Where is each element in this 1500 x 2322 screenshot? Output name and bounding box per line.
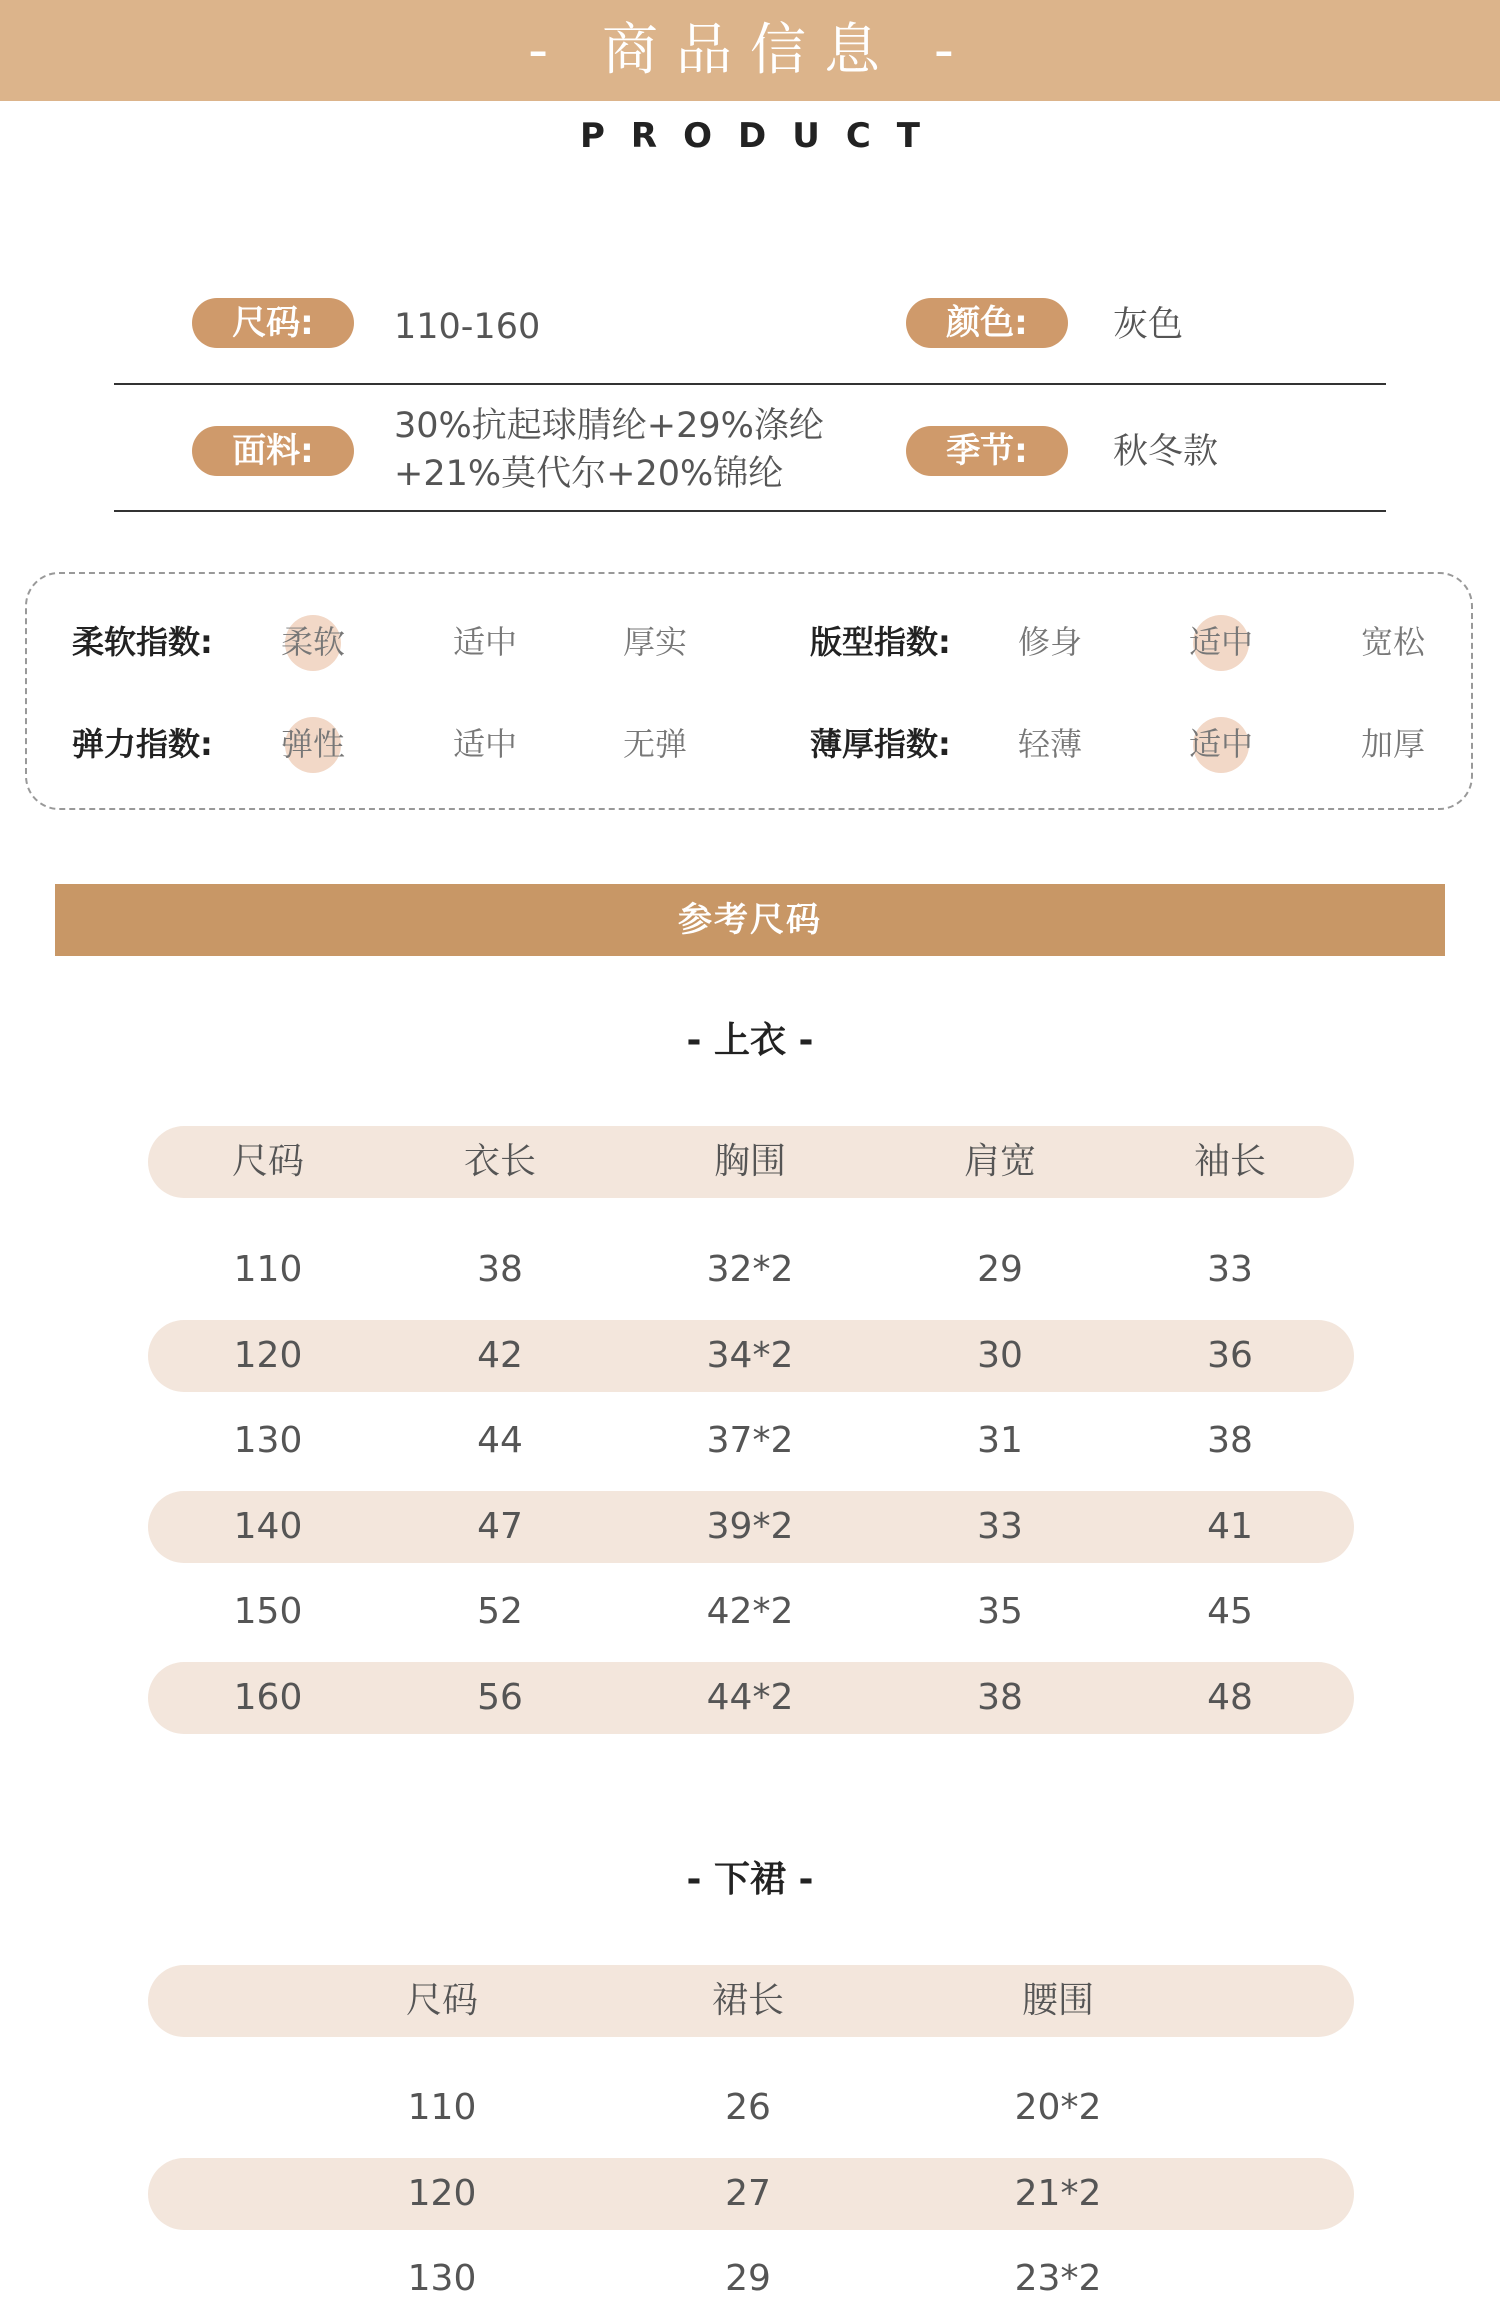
table-cell: 120	[233, 1334, 303, 1376]
table-cell: 150	[233, 1591, 303, 1632]
table-cell: 130	[407, 2258, 477, 2299]
table-cell: 33	[977, 1505, 1023, 1547]
table-header-cell: 肩宽	[963, 1141, 1036, 1182]
table-cell: 29	[725, 2258, 771, 2299]
color-value: 灰色	[1113, 305, 1184, 345]
table-cell: 44*2	[706, 1676, 794, 1718]
divider	[114, 383, 1386, 385]
fit-option: 修身	[1017, 623, 1082, 661]
table-header-cell: 胸围	[713, 1141, 786, 1182]
page-title: - 商品信息 -	[527, 18, 972, 83]
table-cell: 42	[477, 1334, 523, 1376]
table-cell: 42*2	[706, 1591, 794, 1632]
size-label: 尺码:	[192, 298, 354, 348]
table-cell: 130	[233, 1420, 303, 1461]
table-cell: 140	[233, 1505, 303, 1547]
softness-option: 柔软	[280, 623, 345, 661]
elastic-label: 弹力指数:	[72, 725, 213, 763]
softness-option: 适中	[452, 623, 517, 661]
table-header-cell: 衣长	[463, 1141, 536, 1182]
reference-title: 参考尺码	[678, 900, 822, 940]
table-cell: 39*2	[706, 1505, 794, 1547]
table-cell: 30	[977, 1334, 1023, 1376]
table-cell: 32*2	[706, 1249, 794, 1290]
thickness-option: 轻薄	[1017, 725, 1082, 763]
table-cell: 29	[977, 1249, 1023, 1290]
table-header-cell: 袖长	[1193, 1141, 1266, 1182]
size-value: 110-160	[394, 307, 541, 347]
table-header-cell: 裙长	[711, 1980, 784, 2021]
index-panel	[25, 572, 1473, 810]
table-cell: 33	[1207, 1249, 1253, 1290]
season-value: 秋冬款	[1113, 432, 1219, 472]
elastic-option: 无弹	[622, 725, 687, 763]
fabric-value-line2: +21%莫代尔+20%锦纶	[394, 454, 784, 494]
table-header-cell: 尺码	[231, 1141, 304, 1182]
table-cell: 35	[977, 1591, 1023, 1632]
elastic-option: 弹性	[280, 725, 345, 763]
top-table-title: - 上衣 -	[686, 1020, 814, 1061]
page-subtitle: PRODUCT	[580, 116, 946, 156]
divider	[114, 510, 1386, 512]
table-cell: 31	[977, 1420, 1023, 1461]
table-cell: 26	[725, 2087, 771, 2128]
bottom-table-title: - 下裙 -	[686, 1859, 814, 1900]
elastic-option: 适中	[452, 725, 517, 763]
table-cell: 120	[407, 2172, 477, 2214]
table-cell: 160	[233, 1676, 303, 1718]
fit-label: 版型指数:	[810, 623, 951, 661]
thickness-option: 加厚	[1360, 725, 1425, 763]
table-cell: 41	[1207, 1505, 1253, 1547]
table-cell: 21*2	[1014, 2172, 1102, 2214]
thickness-option: 适中	[1188, 725, 1253, 763]
table-cell: 45	[1207, 1591, 1253, 1632]
table-cell: 20*2	[1014, 2087, 1102, 2128]
softness-option: 厚实	[622, 623, 687, 661]
table-header-cell: 腰围	[1021, 1980, 1094, 2021]
table-cell: 37*2	[706, 1420, 794, 1461]
table-cell: 52	[477, 1591, 523, 1632]
table-cell: 110	[407, 2087, 477, 2128]
table-header-cell: 尺码	[405, 1980, 478, 2021]
table-cell: 27	[725, 2172, 771, 2214]
table-cell: 44	[477, 1420, 523, 1461]
table-cell: 34*2	[706, 1334, 794, 1376]
fabric-value-line1: 30%抗起球腈纶+29%涤纶	[394, 406, 824, 446]
color-label: 颜色:	[906, 298, 1068, 348]
fit-option: 适中	[1188, 623, 1253, 661]
table-cell: 47	[477, 1505, 523, 1547]
table-cell: 38	[1207, 1420, 1253, 1461]
table-cell: 56	[477, 1676, 523, 1718]
softness-label: 柔软指数:	[72, 623, 213, 661]
table-cell: 38	[477, 1249, 523, 1290]
table-cell: 110	[233, 1249, 303, 1290]
season-label: 季节:	[906, 426, 1068, 476]
table-cell: 38	[977, 1676, 1023, 1718]
table-cell: 36	[1207, 1334, 1253, 1376]
thickness-label: 薄厚指数:	[810, 725, 951, 763]
table-cell: 23*2	[1014, 2258, 1102, 2299]
table-cell: 48	[1207, 1676, 1253, 1718]
fit-option: 宽松	[1360, 623, 1425, 661]
fabric-label: 面料:	[192, 426, 354, 476]
